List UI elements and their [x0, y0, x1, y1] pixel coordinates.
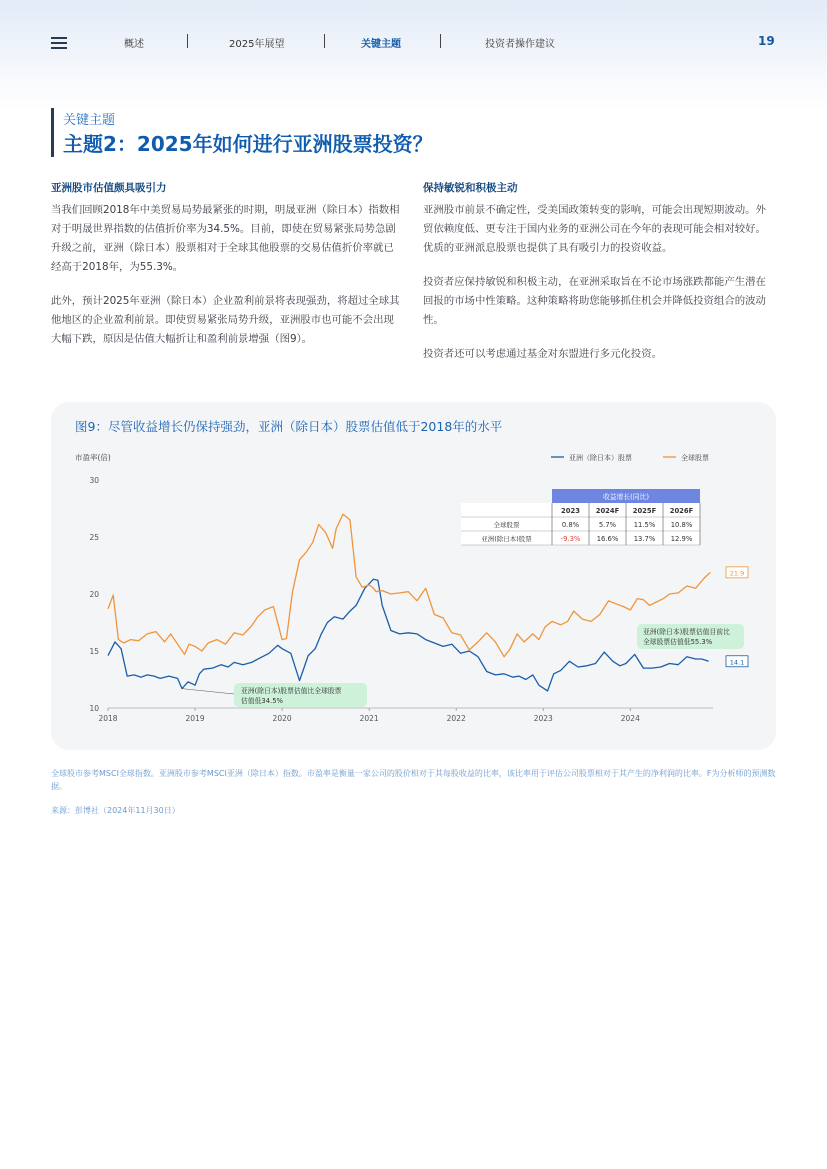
left-column-heading: 亚洲股市估值颇具吸引力	[51, 182, 167, 194]
nav-item-outlook[interactable]: 2025年展望	[229, 39, 285, 50]
nav-separator	[187, 34, 188, 48]
table-row-label: 亚洲(除日本)股票	[481, 535, 532, 543]
chart-source: 来源：彭博社（2024年11月30日）	[51, 806, 180, 815]
nav-separator	[324, 34, 325, 48]
nav-item-overview[interactable]: 概述	[124, 39, 144, 50]
legend-label: 亚洲（除日本）股票	[569, 454, 632, 462]
x-tick-label: 2021	[359, 714, 379, 723]
right-paragraph-1: 亚洲股市前景不确定性，受美国政策转变的影响，可能会出现短期波动。外贸依赖度低、更专注于国内业务的亚洲公司在今年的表现可能会相对较好。优质的亚洲派息股票也提供了具有吸引力的投资收益。	[423, 204, 766, 254]
section-label: 关键主题	[63, 113, 116, 128]
y-axis-label: 市盈率(倍)	[75, 453, 111, 462]
right-paragraph-3: 投资者还可以考虑通过基金对东盟进行多元化投资。	[423, 348, 662, 360]
annotation-text: 估值低34.5%	[241, 697, 283, 705]
right-column-heading: 保持敏锐和积极主动	[423, 182, 518, 194]
annotation-text: 亚洲(除日本)股票估值比全球股票	[241, 687, 342, 695]
annotation-text: 全球股票估值低55.3%	[643, 638, 713, 646]
x-tick-label: 2018	[98, 714, 118, 723]
nav-item-key-themes[interactable]: 关键主题	[361, 39, 401, 50]
legend-label: 全球股票	[681, 454, 709, 462]
table-cell: 5.7%	[598, 521, 617, 529]
x-tick-label: 2024	[620, 714, 640, 723]
title-accent-bar	[51, 108, 54, 157]
end-value-label: 21.9	[729, 569, 745, 578]
chart-footnote: 全球股市参考MSCI全球指数。亚洲股市参考MSCI亚洲（除日本）指数。市盈率是衡量一家公司的股价相对于其每股收益的比率，该比率用于评估公司股票相对于其产生的净利润的比率。F为分析师的预测数据。	[51, 769, 776, 791]
table-cell: -9.3%	[560, 535, 581, 543]
table-cell: 10.8%	[670, 521, 693, 529]
x-tick-label: 2019	[185, 714, 205, 723]
top-header-band	[0, 0, 827, 110]
table-row-label: 全球股票	[493, 521, 520, 529]
table-cell: 16.6%	[596, 535, 619, 543]
table-header-title: 收益增长(同比)	[602, 493, 650, 501]
table-cell: 12.9%	[670, 535, 693, 543]
table-cell: 11.5%	[633, 521, 656, 529]
page-title: 主题2：2025年如何进行亚洲股票投资？	[63, 132, 433, 156]
x-tick-label: 2023	[533, 714, 553, 723]
right-paragraph-2: 投资者应保持敏锐和积极主动，在亚洲采取旨在不论市场涨跌都能产生潜在回报的市场中性策略。这种策略将助您能够抓住机会并降低投资组合的波动性。	[423, 276, 766, 326]
table-cell: 0.8%	[561, 521, 580, 529]
page-number: 19	[758, 34, 775, 48]
y-tick-label: 25	[89, 533, 99, 542]
table-column-header: 2025F	[632, 507, 657, 515]
table-column-header: 2024F	[595, 507, 620, 515]
nav-separator	[440, 34, 441, 48]
table-column-header: 2026F	[669, 507, 694, 515]
table-column-header: 2023	[561, 507, 580, 515]
table-cell: 13.7%	[633, 535, 656, 543]
annotation-leader-line	[182, 689, 234, 694]
nav-item-investor-advice[interactable]: 投资者操作建议	[485, 39, 555, 50]
chart-title: 图9：尽管收益增长仍保持强劲，亚洲（除日本）股票估值低于2018年的水平	[75, 419, 503, 434]
left-paragraph-2: 此外，预计2025年亚洲（除日本）企业盈利前景将表现强劲，将超过全球其他地区的企业盈利前景。即使贸易紧张局势升级，亚洲股市也可能不会出现大幅下跌，原因是估值大幅折让和盈利前景增强（图9）。	[51, 295, 400, 345]
y-tick-label: 20	[89, 590, 99, 599]
end-value-label: 14.1	[729, 658, 745, 667]
annotation-text: 亚洲(除日本)股票估值目前比	[643, 628, 730, 636]
hamburger-menu-icon[interactable]	[51, 37, 67, 49]
pe-ratio-line-chart	[51, 402, 776, 750]
x-tick-label: 2022	[446, 714, 466, 723]
left-paragraph-1: 当我们回顾2018年中美贸易局势最紧张的时期，明晟亚洲（除日本）指数相对于明晟世界指数的估值折价率为34.5%。目前，即使在贸易紧张局势急剧升级之前，亚洲（除日本）股票相对于全球其他股票的交易估值折价率就已经高于2018年，为55.3%。	[51, 204, 400, 273]
asia-ex-japan-series-line	[108, 579, 709, 691]
x-tick-label: 2020	[272, 714, 292, 723]
y-tick-label: 10	[89, 704, 99, 713]
y-tick-label: 30	[89, 476, 99, 485]
y-tick-label: 15	[89, 647, 99, 656]
